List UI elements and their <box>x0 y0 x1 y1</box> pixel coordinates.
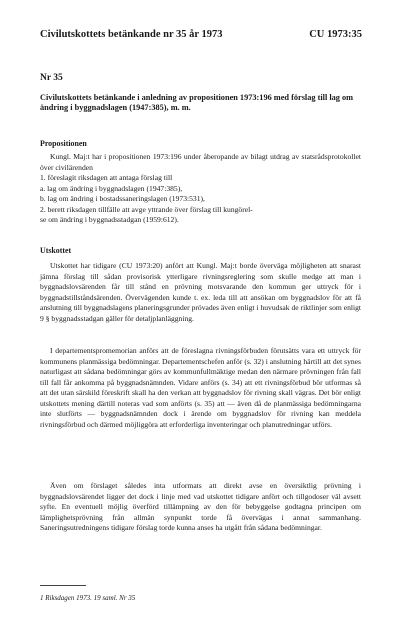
running-header-number: CU 1973:35 <box>309 29 362 40</box>
committee-paragraph-2: I departementspromemorian anförs att de föreslagna rivningsförbuden förutsätts vara ett uttryck för kommunens planmässiga bedömningar. Departementschefen anför (s. 32) i anslutning härtill att det synes naturligast att sådana bedömningar görs av kommunfullmäktige medan den närmare prövningen från fall till fall får ankomma på byggnadsnämnden. Vidare anförs (s. 34) att ett rivningsförbud bör utformas så att det utan särskild föreskrift skall ha den verkan att byggnadslov för rivning skall vägras. Det bör enligt utskottets mening därtill noteras vad som anförts (s. 35) att — även då de planmässiga bedömningarna inte slutförts — byggnadsnämnden dock i ärende om byggnadslov för rivning kan meddela rivningsförbud och därmed möjliggöra att erforderliga inventeringar och planutredningar utförs. <box>40 346 361 429</box>
footnote: 1 Riksdagen 1973. 19 saml. Nr 35 <box>40 594 136 602</box>
proposition-item: 2. berett riksdagen tillfälle att avge yttrande över förslag till kungörel- <box>40 204 253 214</box>
proposition-items <box>40 173 361 226</box>
document-lead-title: Civilutskottets betänkande i anledning av propositionen 1973:196 med förslag till lag om ändring i byggnadslagen (1947:385), m. m. <box>40 93 354 113</box>
committee-paragraph-1: Utskottet har tidigare (CU 1973:20) anfört att Kungl. Maj:t borde överväga möjligheten att snarast jämna förslag till sådan provisorisk ytterligare rivningsreglering som skulle medge att man i byggnadslovsärenden får till stånd en prövning motsvarande den kommun ger uttryck för i byggnadstillståndsärenden. Övervägenden kunde t. ex. leda till att ansökan om byggnadslov för att få anslutning till byggnadslagens planeringsgrunder prövades även enligt i huvudsak de riktlinjer som enligt 9 § byggnadsstadgan gäller för detaljplanläggning. <box>40 261 361 323</box>
document-number: Nr 35 <box>40 73 63 83</box>
proposition-intro: Kungl. Maj:t har i propositionen 1973:196 under åberopande av bilagt utdrag av statsrådsprotokollet över civilärenden <box>40 152 361 172</box>
proposition-item: a. lag om ändring i byggnadslagen (1947:385), <box>40 183 183 193</box>
proposition-item: 1. föreslagit riksdagen att antaga förslag till <box>40 173 173 182</box>
footnote-rule <box>40 585 86 586</box>
proposition-item: se om ändring i byggnadsstadgan (1959:612). <box>40 215 179 224</box>
proposition-item: b. lag om ändring i bostadssaneringslagen (1973:531), <box>40 194 205 203</box>
section-heading-utskottet: Utskottet <box>40 246 72 255</box>
running-header-title: Civilutskottets betänkande nr 35 år 1973 <box>40 29 223 40</box>
section-heading-propositionen: Propositionen <box>40 139 87 148</box>
committee-paragraph-3: Även om förslaget således inta utformats att direkt avse en översiktlig prövning i byggnadslovsärendet ligger det dock i linje med vad utskottet tidigare anfört och tillgodoser väl avsett syfte. En eventuell möjlig överförd tillämpning av den för bebyggelse godtagna principen om lämplighetsprövning från allmän synpunkt torde få övervägas i annat sammanhang. Saneringsutredningens tidigare förslag torde kunna anses ha utgått från sådana bedömningar. <box>40 481 361 532</box>
